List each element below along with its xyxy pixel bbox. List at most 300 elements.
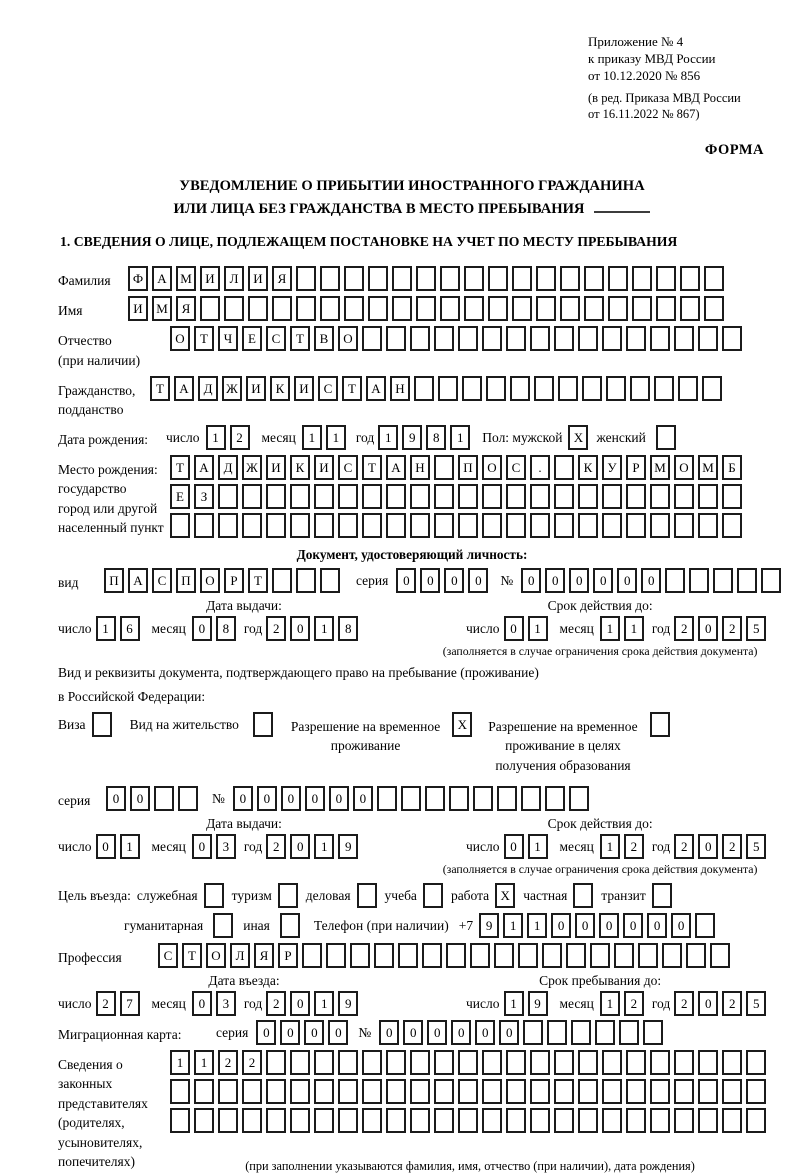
char-box[interactable] — [440, 296, 460, 321]
char-box[interactable]: 2 — [266, 991, 286, 1016]
char-box[interactable] — [362, 484, 382, 509]
char-box[interactable] — [242, 1108, 262, 1133]
char-box[interactable] — [178, 786, 198, 811]
char-box[interactable] — [458, 513, 478, 538]
char-box[interactable]: 1 — [450, 425, 470, 450]
char-box[interactable] — [643, 1020, 663, 1045]
char-box[interactable] — [530, 1050, 550, 1075]
char-box[interactable] — [536, 266, 556, 291]
char-box[interactable] — [386, 484, 406, 509]
char-box[interactable] — [518, 943, 538, 968]
char-box[interactable]: М — [176, 266, 196, 291]
char-box[interactable] — [698, 326, 718, 351]
char-box[interactable]: 1 — [314, 991, 334, 1016]
char-box[interactable] — [458, 1079, 478, 1104]
char-box[interactable] — [488, 296, 508, 321]
char-box[interactable] — [722, 1050, 742, 1075]
char-box[interactable]: 1 — [378, 425, 398, 450]
char-box[interactable] — [602, 484, 622, 509]
char-box[interactable] — [338, 513, 358, 538]
char-box[interactable]: 8 — [426, 425, 446, 450]
char-box[interactable]: 0 — [475, 1020, 495, 1045]
char-box[interactable] — [578, 484, 598, 509]
char-box[interactable] — [362, 1050, 382, 1075]
char-box[interactable] — [266, 513, 286, 538]
char-box[interactable]: 2 — [96, 991, 116, 1016]
char-box[interactable]: 0 — [281, 786, 301, 811]
char-box[interactable]: 1 — [194, 1050, 214, 1075]
char-box[interactable] — [713, 568, 733, 593]
char-box[interactable]: 5 — [746, 616, 766, 641]
char-box[interactable] — [434, 326, 454, 351]
char-box[interactable] — [722, 1079, 742, 1104]
char-box[interactable] — [602, 1079, 622, 1104]
char-box[interactable]: Е — [242, 326, 262, 351]
char-box[interactable] — [665, 568, 685, 593]
char-box[interactable] — [695, 913, 715, 938]
char-box[interactable]: 0 — [233, 786, 253, 811]
char-box[interactable] — [362, 1079, 382, 1104]
char-box[interactable] — [698, 484, 718, 509]
char-box[interactable]: 0 — [329, 786, 349, 811]
char-box[interactable]: 0 — [521, 568, 541, 593]
char-box[interactable]: 0 — [427, 1020, 447, 1045]
char-box[interactable] — [438, 376, 458, 401]
char-box[interactable]: К — [270, 376, 290, 401]
char-box[interactable]: 8 — [338, 616, 358, 641]
char-box[interactable]: 0 — [671, 913, 691, 938]
char-box[interactable]: З — [194, 484, 214, 509]
char-box[interactable]: О — [206, 943, 226, 968]
char-box[interactable] — [530, 484, 550, 509]
char-box[interactable]: 0 — [468, 568, 488, 593]
char-box[interactable]: 1 — [503, 913, 523, 938]
char-box[interactable] — [242, 513, 262, 538]
char-box[interactable] — [602, 513, 622, 538]
char-box[interactable]: К — [290, 455, 310, 480]
char-box[interactable]: 2 — [266, 834, 286, 859]
char-box[interactable] — [458, 1108, 478, 1133]
char-box[interactable]: 1 — [96, 616, 116, 641]
char-box[interactable]: 2 — [266, 616, 286, 641]
char-box[interactable] — [338, 1079, 358, 1104]
char-box[interactable]: 2 — [722, 991, 742, 1016]
char-box[interactable] — [521, 786, 541, 811]
char-box[interactable]: 2 — [242, 1050, 262, 1075]
char-box[interactable] — [362, 513, 382, 538]
char-box[interactable]: П — [458, 455, 478, 480]
char-box[interactable] — [482, 1108, 502, 1133]
char-box[interactable] — [458, 326, 478, 351]
char-box[interactable] — [746, 1108, 766, 1133]
char-box[interactable]: 3 — [216, 834, 236, 859]
char-box[interactable]: 1 — [600, 616, 620, 641]
temp-permit-checkbox[interactable]: X — [452, 712, 472, 737]
char-box[interactable] — [674, 1108, 694, 1133]
purpose-official-checkbox[interactable] — [204, 883, 224, 908]
residence-permit-checkbox[interactable] — [253, 712, 273, 737]
char-box[interactable] — [698, 1108, 718, 1133]
char-box[interactable]: 2 — [230, 425, 250, 450]
char-box[interactable]: 2 — [624, 834, 644, 859]
char-box[interactable]: И — [314, 455, 334, 480]
edu-permit-checkbox[interactable] — [650, 712, 670, 737]
char-box[interactable]: С — [158, 943, 178, 968]
char-box[interactable] — [614, 943, 634, 968]
char-box[interactable] — [630, 376, 650, 401]
char-box[interactable] — [626, 326, 646, 351]
char-box[interactable] — [569, 786, 589, 811]
char-box[interactable] — [560, 266, 580, 291]
male-checkbox[interactable]: X — [568, 425, 588, 450]
char-box[interactable] — [722, 484, 742, 509]
char-box[interactable]: 0 — [192, 616, 212, 641]
char-box[interactable] — [320, 296, 340, 321]
char-box[interactable]: Н — [390, 376, 410, 401]
char-box[interactable] — [619, 1020, 639, 1045]
char-box[interactable] — [194, 1108, 214, 1133]
char-box[interactable] — [302, 943, 322, 968]
char-box[interactable] — [488, 266, 508, 291]
char-box[interactable] — [506, 484, 526, 509]
char-box[interactable]: 0 — [593, 568, 613, 593]
char-box[interactable] — [362, 1108, 382, 1133]
char-box[interactable] — [558, 376, 578, 401]
char-box[interactable]: 9 — [528, 991, 548, 1016]
char-box[interactable] — [554, 1079, 574, 1104]
char-box[interactable] — [545, 786, 565, 811]
char-box[interactable] — [242, 1079, 262, 1104]
char-box[interactable] — [626, 513, 646, 538]
char-box[interactable]: О — [674, 455, 694, 480]
purpose-transit-checkbox[interactable] — [652, 883, 672, 908]
char-box[interactable] — [602, 1108, 622, 1133]
char-box[interactable]: 2 — [624, 991, 644, 1016]
char-box[interactable] — [530, 1079, 550, 1104]
char-box[interactable] — [314, 1050, 334, 1075]
char-box[interactable] — [698, 1050, 718, 1075]
char-box[interactable] — [722, 1108, 742, 1133]
char-box[interactable] — [414, 376, 434, 401]
char-box[interactable] — [368, 296, 388, 321]
char-box[interactable] — [578, 513, 598, 538]
char-box[interactable] — [392, 266, 412, 291]
char-box[interactable] — [662, 943, 682, 968]
char-box[interactable] — [272, 568, 292, 593]
char-box[interactable]: 1 — [600, 991, 620, 1016]
char-box[interactable] — [374, 943, 394, 968]
char-box[interactable] — [482, 484, 502, 509]
char-box[interactable]: 9 — [338, 991, 358, 1016]
char-box[interactable] — [401, 786, 421, 811]
char-box[interactable]: 0 — [647, 913, 667, 938]
char-box[interactable] — [494, 943, 514, 968]
char-box[interactable] — [290, 1079, 310, 1104]
char-box[interactable] — [446, 943, 466, 968]
char-box[interactable]: М — [650, 455, 670, 480]
char-box[interactable]: Я — [254, 943, 274, 968]
char-box[interactable]: 7 — [120, 991, 140, 1016]
char-box[interactable] — [571, 1020, 591, 1045]
char-box[interactable]: 1 — [624, 616, 644, 641]
char-box[interactable] — [338, 1108, 358, 1133]
char-box[interactable]: 0 — [290, 616, 310, 641]
char-box[interactable] — [536, 296, 556, 321]
char-box[interactable]: Н — [410, 455, 430, 480]
char-box[interactable] — [440, 266, 460, 291]
char-box[interactable]: О — [170, 326, 190, 351]
char-box[interactable]: О — [200, 568, 220, 593]
char-box[interactable]: Ч — [218, 326, 238, 351]
char-box[interactable] — [410, 1050, 430, 1075]
char-box[interactable]: М — [152, 296, 172, 321]
char-box[interactable] — [584, 266, 604, 291]
char-box[interactable] — [392, 296, 412, 321]
char-box[interactable] — [482, 1079, 502, 1104]
char-box[interactable]: Д — [198, 376, 218, 401]
char-box[interactable] — [674, 513, 694, 538]
char-box[interactable] — [248, 296, 268, 321]
char-box[interactable] — [266, 484, 286, 509]
char-box[interactable]: И — [294, 376, 314, 401]
char-box[interactable] — [314, 513, 334, 538]
char-box[interactable]: 0 — [504, 834, 524, 859]
char-box[interactable] — [761, 568, 781, 593]
char-box[interactable] — [650, 1050, 670, 1075]
char-box[interactable]: У — [602, 455, 622, 480]
char-box[interactable]: 0 — [698, 991, 718, 1016]
char-box[interactable] — [506, 1079, 526, 1104]
char-box[interactable]: 0 — [575, 913, 595, 938]
char-box[interactable]: С — [266, 326, 286, 351]
char-box[interactable] — [698, 513, 718, 538]
char-box[interactable] — [434, 1079, 454, 1104]
char-box[interactable] — [512, 296, 532, 321]
char-box[interactable]: А — [194, 455, 214, 480]
char-box[interactable] — [506, 1108, 526, 1133]
char-box[interactable]: И — [246, 376, 266, 401]
char-box[interactable] — [350, 943, 370, 968]
char-box[interactable]: С — [338, 455, 358, 480]
female-checkbox[interactable] — [656, 425, 676, 450]
char-box[interactable] — [386, 1050, 406, 1075]
char-box[interactable] — [434, 1108, 454, 1133]
char-box[interactable]: Б — [722, 455, 742, 480]
char-box[interactable]: К — [578, 455, 598, 480]
char-box[interactable] — [464, 296, 484, 321]
char-box[interactable] — [554, 1108, 574, 1133]
char-box[interactable] — [434, 1050, 454, 1075]
char-box[interactable] — [506, 513, 526, 538]
char-box[interactable]: 0 — [698, 834, 718, 859]
char-box[interactable] — [482, 513, 502, 538]
char-box[interactable]: Т — [290, 326, 310, 351]
char-box[interactable] — [737, 568, 757, 593]
char-box[interactable]: 3 — [216, 991, 236, 1016]
char-box[interactable] — [654, 376, 674, 401]
purpose-private-checkbox[interactable] — [573, 883, 593, 908]
char-box[interactable] — [626, 1050, 646, 1075]
char-box[interactable]: Я — [272, 266, 292, 291]
char-box[interactable] — [602, 1050, 622, 1075]
char-box[interactable]: 1 — [120, 834, 140, 859]
visa-checkbox[interactable] — [92, 712, 112, 737]
char-box[interactable]: 5 — [746, 991, 766, 1016]
char-box[interactable] — [602, 326, 622, 351]
purpose-study-checkbox[interactable] — [423, 883, 443, 908]
char-box[interactable]: 1 — [314, 834, 334, 859]
char-box[interactable]: 1 — [302, 425, 322, 450]
char-box[interactable] — [368, 266, 388, 291]
char-box[interactable]: 0 — [304, 1020, 324, 1045]
char-box[interactable]: 0 — [551, 913, 571, 938]
char-box[interactable] — [626, 484, 646, 509]
char-box[interactable] — [296, 296, 316, 321]
char-box[interactable] — [200, 296, 220, 321]
char-box[interactable] — [710, 943, 730, 968]
char-box[interactable] — [314, 1079, 334, 1104]
char-box[interactable] — [296, 266, 316, 291]
char-box[interactable] — [674, 1079, 694, 1104]
char-box[interactable] — [578, 1050, 598, 1075]
char-box[interactable]: 0 — [641, 568, 661, 593]
char-box[interactable] — [638, 943, 658, 968]
char-box[interactable]: 0 — [192, 834, 212, 859]
char-box[interactable] — [530, 326, 550, 351]
char-box[interactable]: С — [506, 455, 526, 480]
char-box[interactable]: 0 — [499, 1020, 519, 1045]
char-box[interactable]: 0 — [698, 616, 718, 641]
char-box[interactable] — [338, 1050, 358, 1075]
char-box[interactable]: М — [698, 455, 718, 480]
char-box[interactable]: Р — [224, 568, 244, 593]
char-box[interactable]: Е — [170, 484, 190, 509]
char-box[interactable] — [458, 1050, 478, 1075]
char-box[interactable]: 2 — [722, 616, 742, 641]
char-box[interactable]: 0 — [379, 1020, 399, 1045]
char-box[interactable] — [650, 484, 670, 509]
char-box[interactable] — [650, 1108, 670, 1133]
char-box[interactable] — [650, 1079, 670, 1104]
char-box[interactable] — [482, 1050, 502, 1075]
char-box[interactable] — [470, 943, 490, 968]
char-box[interactable]: 1 — [528, 616, 548, 641]
char-box[interactable] — [266, 1079, 286, 1104]
char-box[interactable]: Л — [224, 266, 244, 291]
char-box[interactable] — [326, 943, 346, 968]
char-box[interactable]: Я — [176, 296, 196, 321]
char-box[interactable] — [702, 376, 722, 401]
char-box[interactable] — [704, 296, 724, 321]
char-box[interactable] — [410, 1108, 430, 1133]
char-box[interactable] — [266, 1050, 286, 1075]
char-box[interactable]: И — [128, 296, 148, 321]
char-box[interactable] — [746, 1079, 766, 1104]
char-box[interactable]: 1 — [504, 991, 524, 1016]
char-box[interactable] — [626, 1108, 646, 1133]
char-box[interactable] — [566, 943, 586, 968]
char-box[interactable] — [680, 296, 700, 321]
char-box[interactable] — [582, 376, 602, 401]
char-box[interactable] — [656, 266, 676, 291]
char-box[interactable] — [486, 376, 506, 401]
char-box[interactable] — [377, 786, 397, 811]
char-box[interactable] — [608, 296, 628, 321]
char-box[interactable] — [554, 455, 574, 480]
char-box[interactable] — [320, 266, 340, 291]
char-box[interactable]: 0 — [328, 1020, 348, 1045]
char-box[interactable] — [362, 326, 382, 351]
char-box[interactable] — [422, 943, 442, 968]
char-box[interactable]: Т — [150, 376, 170, 401]
char-box[interactable] — [296, 568, 316, 593]
char-box[interactable] — [595, 1020, 615, 1045]
char-box[interactable] — [554, 484, 574, 509]
char-box[interactable] — [462, 376, 482, 401]
char-box[interactable]: 0 — [569, 568, 589, 593]
char-box[interactable] — [632, 266, 652, 291]
char-box[interactable] — [678, 376, 698, 401]
char-box[interactable] — [386, 1108, 406, 1133]
char-box[interactable]: 0 — [451, 1020, 471, 1045]
char-box[interactable] — [154, 786, 174, 811]
char-box[interactable] — [686, 943, 706, 968]
char-box[interactable] — [320, 568, 340, 593]
char-box[interactable] — [473, 786, 493, 811]
purpose-humanitarian-checkbox[interactable] — [213, 913, 233, 938]
char-box[interactable]: Д — [218, 455, 238, 480]
char-box[interactable]: Т — [182, 943, 202, 968]
char-box[interactable] — [266, 1108, 286, 1133]
char-box[interactable]: С — [152, 568, 172, 593]
char-box[interactable]: 0 — [305, 786, 325, 811]
char-box[interactable] — [425, 786, 445, 811]
char-box[interactable] — [170, 1108, 190, 1133]
char-box[interactable]: 1 — [326, 425, 346, 450]
char-box[interactable]: 0 — [403, 1020, 423, 1045]
char-box[interactable]: О — [338, 326, 358, 351]
char-box[interactable]: . — [530, 455, 550, 480]
char-box[interactable] — [482, 326, 502, 351]
char-box[interactable] — [554, 513, 574, 538]
char-box[interactable]: Р — [626, 455, 646, 480]
char-box[interactable]: И — [266, 455, 286, 480]
char-box[interactable]: 0 — [130, 786, 150, 811]
char-box[interactable]: О — [482, 455, 502, 480]
char-box[interactable] — [314, 484, 334, 509]
char-box[interactable]: 2 — [218, 1050, 238, 1075]
char-box[interactable]: 1 — [527, 913, 547, 938]
char-box[interactable] — [194, 1079, 214, 1104]
char-box[interactable] — [554, 1050, 574, 1075]
char-box[interactable]: 5 — [746, 834, 766, 859]
char-box[interactable] — [606, 376, 626, 401]
char-box[interactable] — [218, 513, 238, 538]
char-box[interactable] — [218, 1108, 238, 1133]
char-box[interactable]: 0 — [420, 568, 440, 593]
char-box[interactable]: 9 — [338, 834, 358, 859]
purpose-business-checkbox[interactable] — [357, 883, 377, 908]
char-box[interactable]: 1 — [170, 1050, 190, 1075]
char-box[interactable] — [194, 513, 214, 538]
char-box[interactable] — [290, 1108, 310, 1133]
char-box[interactable] — [650, 513, 670, 538]
char-box[interactable] — [290, 513, 310, 538]
char-box[interactable] — [656, 296, 676, 321]
char-box[interactable]: 2 — [722, 834, 742, 859]
char-box[interactable]: Т — [170, 455, 190, 480]
char-box[interactable] — [698, 1079, 718, 1104]
